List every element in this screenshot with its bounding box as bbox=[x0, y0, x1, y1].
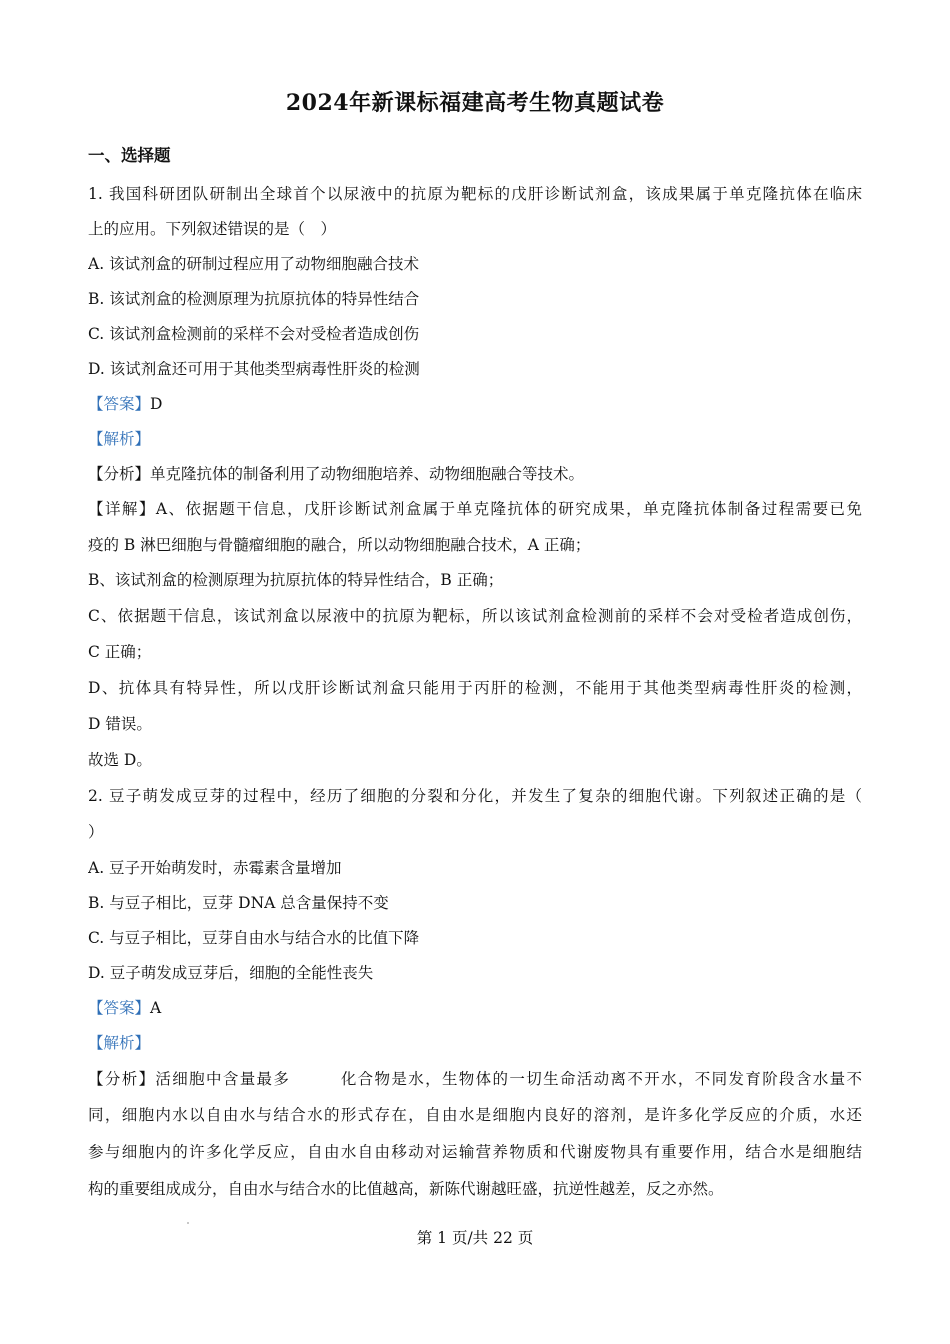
fenxi-label: 【分析】 bbox=[88, 465, 151, 483]
question-2-fenxi-line-3: 参与细胞内的许多化学反应，自由水自由移动对运输营养物质和代谢废物具有重要作用，结合水是细胞结 bbox=[88, 1143, 862, 1161]
question-1-xiangjie-line-6: D、抗体具有特异性，所以戊肝诊断试剂盒只能用于丙肝的检测，不能用于其他类型病毒性肝炎的检测， bbox=[88, 679, 862, 697]
question-2-option-b: B. 与豆子相比，豆芽 DNA 总含量保持不变 bbox=[88, 894, 389, 912]
question-1-option-b: B. 该试剂盒的检测原理为抗原抗体的特异性结合 bbox=[88, 290, 420, 308]
question-2-fenxi-line-1: 【分析】活细胞中含量最多 化合物是水，生物体的一切生命活动离不开水，不同发育阶段含水量不 bbox=[88, 1070, 862, 1088]
document-title: 2024年新课标福建高考生物真题试卷 bbox=[285, 90, 665, 116]
question-2-stem-line-1: 2. 豆子萌发成豆芽的过程中，经历了细胞的分裂和分化，并发生了复杂的细胞代谢。下列叙述正确的是（ bbox=[88, 787, 862, 805]
question-1-xiangjie-line-3: B、该试剂盒的检测原理为抗原抗体的特异性结合，B 正确； bbox=[88, 571, 504, 589]
question-2-option-d: D. 豆子萌发成豆芽后，细胞的全能性丧失 bbox=[88, 964, 374, 982]
section-heading: 一、选择题 bbox=[88, 146, 171, 165]
question-1-option-a: A. 该试剂盒的研制过程应用了动物细胞融合技术 bbox=[88, 255, 420, 273]
question-1-xiangjie-line-7: D 错误。 bbox=[88, 715, 152, 733]
fenxi-label: 【分析】 bbox=[88, 1070, 156, 1088]
question-1-xiangjie-line-4: C、依据题干信息，该试剂盒以尿液中的抗原为靶标，所以该试剂盒检测前的采样不会对受检者造成创伤， bbox=[88, 607, 862, 625]
question-1-option-c: C. 该试剂盒检测前的采样不会对受检者造成创伤 bbox=[88, 325, 420, 343]
question-2-fenxi-line-2: 同，细胞内水以自由水与结合水的形式存在，自由水是细胞内良好的溶剂，是许多化学反应的介质，水还 bbox=[88, 1106, 862, 1124]
question-1-conclusion: 故选 D。 bbox=[88, 751, 152, 769]
question-1-stem-line-2: 上的应用。下列叙述错误的是（ ） bbox=[88, 220, 337, 238]
question-2-analysis-heading bbox=[88, 1033, 862, 1053]
question-2-answer bbox=[88, 998, 862, 1018]
page-footer: 第 1 页/共 22 页 bbox=[416, 1229, 534, 1247]
analysis-label: 【解析】 bbox=[88, 430, 151, 448]
question-2-stem-line-2: ） bbox=[88, 823, 104, 841]
question-1-xiangjie-line-1: 【详解】A、依据题干信息，戊肝诊断试剂盒属于单克隆抗体的研究成果，单克隆抗体制备过程需要已免 bbox=[88, 500, 862, 518]
answer-value: D bbox=[150, 395, 163, 413]
question-1-stem-line-1: 1. 我国科研团队研制出全球首个以尿液中的抗原为靶标的戊肝诊断试剂盒，该成果属于单克隆抗体在临床 bbox=[88, 185, 862, 203]
question-1-option-d: D. 该试剂盒还可用于其他类型病毒性肝炎的检测 bbox=[88, 360, 420, 378]
question-1-answer bbox=[88, 394, 862, 414]
question-2-option-c: C. 与豆子相比，豆芽自由水与结合水的比值下降 bbox=[88, 929, 420, 947]
question-1-fenxi: 【分析】单克隆抗体的制备利用了动物细胞培养、动物细胞融合等技术。 bbox=[88, 465, 585, 483]
question-1-xiangjie-line-5: C 正确； bbox=[88, 643, 152, 661]
answer-label: 【答案】 bbox=[88, 999, 151, 1017]
question-2-fenxi-line-4: 构的重要组成成分，自由水与结合水的比值越高，新陈代谢越旺盛，抗逆性越差，反之亦然。 bbox=[88, 1180, 724, 1198]
answer-value: A bbox=[150, 999, 162, 1017]
question-1-analysis-heading bbox=[88, 429, 862, 449]
analysis-label: 【解析】 bbox=[88, 1034, 151, 1052]
answer-label: 【答案】 bbox=[88, 395, 151, 413]
xiangjie-label: 【详解】 bbox=[88, 500, 156, 518]
question-1-xiangjie-line-2: 疫的 B 淋巴细胞与骨髓瘤细胞的融合，所以动物细胞融合技术，A 正确； bbox=[88, 536, 591, 554]
decorative-dot bbox=[187, 1222, 189, 1224]
question-2-option-a: A. 豆子开始萌发时，赤霉素含量增加 bbox=[88, 859, 342, 877]
